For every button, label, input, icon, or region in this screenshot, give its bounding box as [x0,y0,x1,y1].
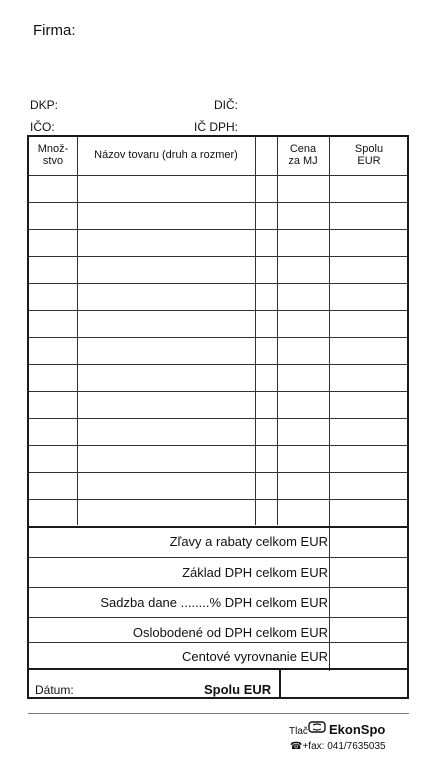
col-header-price: Cena za MJ [288,143,318,167]
col-header-name: Názov tovaru (druh a rozmer) [94,149,238,161]
item-row-line [29,310,407,311]
date-label: Dátum: [35,683,74,697]
ico-label: IČO: [30,120,55,134]
divider-name [255,137,256,525]
vat-exempt-row: Oslobodené od DPH celkom EUR [132,625,328,640]
vat-base-row: Základ DPH celkom EUR [182,565,328,580]
date-divider [279,668,281,698]
brand-name: EkonSpo [329,722,386,737]
item-row-line [29,499,407,500]
col-header-total: Spolu EUR [354,143,384,167]
item-row-line [29,229,407,230]
divider-qty [77,137,78,525]
divider-price [329,137,330,671]
contact-info: ☎+fax: 041/7635035 [290,741,386,752]
total-label: Spolu EUR [204,682,272,697]
summary-line [29,668,407,670]
header-bottom-line [29,175,407,176]
item-row-line [29,256,407,257]
rounding-row: Centové vyrovnanie EUR [182,649,328,664]
item-row-line [29,445,407,446]
dkp-label: DKP: [30,98,59,112]
footer-divider [28,713,409,714]
ic-dph-label: IČ DPH: [194,120,239,134]
col-header-quantity: Množ- stvo [37,143,69,167]
divider-narrow [277,137,278,525]
discounts-row: Zľavy a rabaty celkom EUR [169,534,328,549]
item-row-line [29,364,407,365]
ekonspo-logo-icon [308,721,326,736]
item-row-line [29,418,407,419]
item-row-line [29,337,407,338]
item-row-line [29,283,407,284]
dic-label: DIČ: [214,98,238,112]
vat-rate-row: Sadzba dane ........% DPH celkom EUR [100,595,328,610]
item-row-line [29,391,407,392]
print-label: Tlač [289,726,308,737]
item-row-line [29,202,407,203]
item-row-line [29,472,407,473]
firma-label: Firma: [33,22,76,39]
invoice-table [27,135,409,699]
